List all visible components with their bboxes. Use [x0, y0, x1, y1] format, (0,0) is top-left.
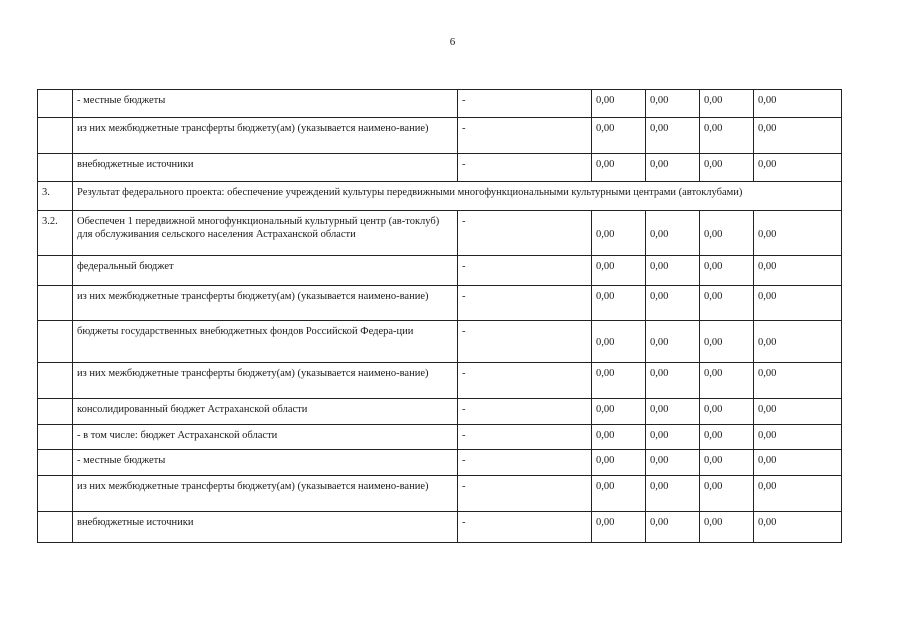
- item-name-cell: из них межбюджетные трансферты бюджету(ам) (указывается наимено-вание): [73, 363, 458, 399]
- value-cell: 0,00: [754, 399, 842, 425]
- source-cell: -: [458, 512, 592, 543]
- row-number-cell: [38, 90, 73, 118]
- row-number-cell: [38, 512, 73, 543]
- value-cell: 0,00: [754, 476, 842, 512]
- source-cell: -: [458, 363, 592, 399]
- value-cell: 0,00: [646, 211, 700, 256]
- value-cell: 0,00: [700, 118, 754, 154]
- value-cell: 0,00: [646, 154, 700, 182]
- value-cell: 0,00: [592, 154, 646, 182]
- value-cell: 0,00: [700, 450, 754, 476]
- row-number-cell: [38, 321, 73, 363]
- value-cell: 0,00: [700, 286, 754, 321]
- table-row: [38, 118, 842, 154]
- table-row: [38, 321, 842, 363]
- item-name-cell: - местные бюджеты: [73, 450, 458, 476]
- value-cell: 0,00: [754, 450, 842, 476]
- row-number-cell: [38, 363, 73, 399]
- source-cell: -: [458, 476, 592, 512]
- value-cell: 0,00: [646, 118, 700, 154]
- value-cell: 0,00: [700, 512, 754, 543]
- item-name-cell: - в том числе: бюджет Астраханской области: [73, 425, 458, 450]
- value-cell: 0,00: [646, 476, 700, 512]
- row-number-cell: [38, 399, 73, 425]
- table-row: [38, 154, 842, 182]
- source-cell: -: [458, 321, 592, 363]
- result-row: [38, 182, 842, 211]
- source-cell: -: [458, 425, 592, 450]
- value-cell: 0,00: [592, 399, 646, 425]
- source-cell: -: [458, 286, 592, 321]
- value-cell: 0,00: [700, 425, 754, 450]
- value-cell: 0,00: [700, 399, 754, 425]
- item-name-cell: консолидированный бюджет Астраханской области: [73, 399, 458, 425]
- page-number: 6: [449, 36, 456, 48]
- value-cell: 0,00: [646, 256, 700, 286]
- value-cell: 0,00: [700, 476, 754, 512]
- value-cell: 0,00: [700, 90, 754, 118]
- item-name-cell: из них межбюджетные трансферты бюджету(ам) (указывается наимено-вание): [73, 118, 458, 154]
- value-cell: 0,00: [754, 321, 842, 363]
- item-name-cell: внебюджетные источники: [73, 512, 458, 543]
- value-cell: 0,00: [754, 211, 842, 256]
- value-cell: 0,00: [700, 321, 754, 363]
- row-number-cell: [38, 118, 73, 154]
- value-cell: 0,00: [754, 363, 842, 399]
- row-number-cell: 3.: [38, 182, 73, 211]
- value-cell: 0,00: [754, 154, 842, 182]
- row-number-cell: [38, 286, 73, 321]
- value-cell: 0,00: [592, 321, 646, 363]
- table-row: [38, 90, 842, 118]
- value-cell: 0,00: [646, 512, 700, 543]
- source-cell: -: [458, 154, 592, 182]
- row-number-cell: [38, 425, 73, 450]
- value-cell: 0,00: [754, 256, 842, 286]
- item-name-cell: из них межбюджетные трансферты бюджету(ам) (указывается наимено-вание): [73, 476, 458, 512]
- table-row: [38, 286, 842, 321]
- value-cell: 0,00: [646, 90, 700, 118]
- item-name-cell: - местные бюджеты: [73, 90, 458, 118]
- value-cell: 0,00: [592, 363, 646, 399]
- source-cell: -: [458, 450, 592, 476]
- row-number-cell: [38, 154, 73, 182]
- value-cell: 0,00: [700, 211, 754, 256]
- row-number-cell: [38, 476, 73, 512]
- table-row: [38, 476, 842, 512]
- value-cell: 0,00: [646, 363, 700, 399]
- result-title-cell: Результат федерального проекта: обеспечение учреждений культуры передвижными многофункциональными культурными центрами (автоклубами): [73, 182, 842, 211]
- table-row: [38, 425, 842, 450]
- value-cell: 0,00: [754, 512, 842, 543]
- table-row: [38, 399, 842, 425]
- source-cell: -: [458, 90, 592, 118]
- item-name-cell: Обеспечен 1 передвижной многофункциональный культурный центр (ав-токлуб) для обслуживания сельского населения Астраханской области: [73, 211, 458, 256]
- value-cell: 0,00: [754, 90, 842, 118]
- value-cell: 0,00: [592, 211, 646, 256]
- value-cell: 0,00: [592, 476, 646, 512]
- source-cell: -: [458, 399, 592, 425]
- value-cell: 0,00: [592, 256, 646, 286]
- row-number-cell: [38, 256, 73, 286]
- item-name-cell: внебюджетные источники: [73, 154, 458, 182]
- item-name-cell: из них межбюджетные трансферты бюджету(ам) (указывается наимено-вание): [73, 286, 458, 321]
- row-number-cell: [38, 450, 73, 476]
- value-cell: 0,00: [754, 425, 842, 450]
- table-row: [38, 211, 842, 256]
- source-cell: -: [458, 211, 592, 256]
- value-cell: 0,00: [592, 286, 646, 321]
- value-cell: 0,00: [646, 286, 700, 321]
- value-cell: 0,00: [700, 256, 754, 286]
- value-cell: 0,00: [592, 118, 646, 154]
- row-number-cell: 3.2.: [38, 211, 73, 256]
- budget-table: [37, 89, 842, 543]
- value-cell: 0,00: [646, 321, 700, 363]
- value-cell: 0,00: [592, 450, 646, 476]
- value-cell: 0,00: [592, 425, 646, 450]
- source-cell: -: [458, 118, 592, 154]
- item-name-cell: бюджеты государственных внебюджетных фондов Российской Федера-ции: [73, 321, 458, 363]
- value-cell: 0,00: [592, 512, 646, 543]
- table-row: [38, 256, 842, 286]
- item-name-cell: федеральный бюджет: [73, 256, 458, 286]
- value-cell: 0,00: [646, 399, 700, 425]
- value-cell: 0,00: [700, 363, 754, 399]
- value-cell: 0,00: [700, 154, 754, 182]
- value-cell: 0,00: [646, 425, 700, 450]
- table-row: [38, 512, 842, 543]
- value-cell: 0,00: [592, 90, 646, 118]
- table-row: [38, 450, 842, 476]
- value-cell: 0,00: [754, 118, 842, 154]
- table-body: [38, 90, 842, 543]
- source-cell: -: [458, 256, 592, 286]
- table-row: [38, 363, 842, 399]
- value-cell: 0,00: [646, 450, 700, 476]
- value-cell: 0,00: [754, 286, 842, 321]
